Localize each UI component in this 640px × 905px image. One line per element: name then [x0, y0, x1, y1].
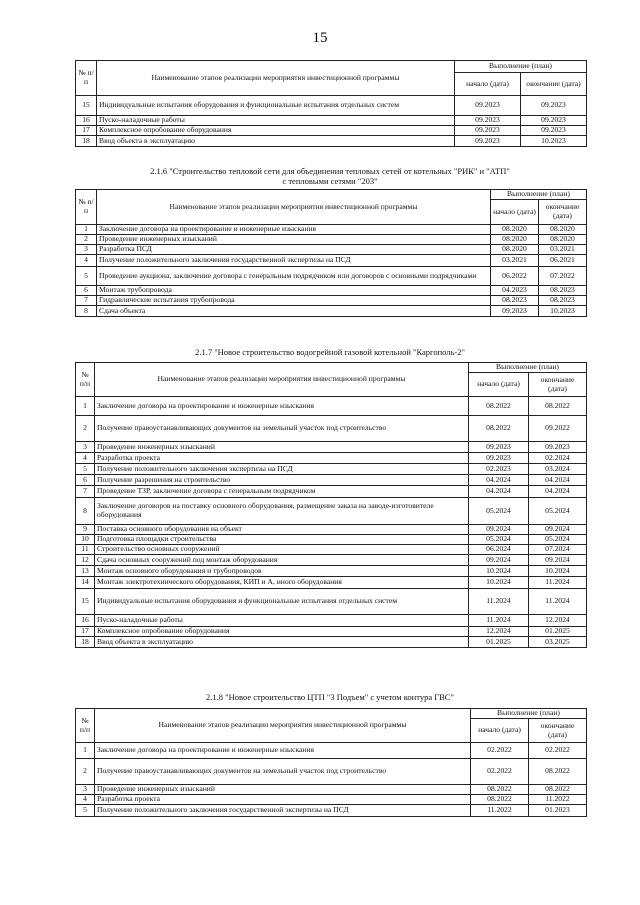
table-row [76, 397, 587, 416]
end-date: 08.2022 [529, 759, 587, 785]
table-row [76, 627, 587, 637]
end-date: 12.2024 [529, 615, 587, 627]
row-number: 5 [76, 805, 95, 817]
stage-name: Разработка ПСД [97, 245, 491, 255]
start-date: 02.2022 [471, 743, 529, 759]
start-date: 02.2023 [469, 464, 529, 475]
header-end: окончание (дата) [539, 200, 587, 225]
stage-name: Проведение инженерных изысканий [95, 785, 471, 795]
table-row [76, 805, 587, 817]
table-row [76, 486, 587, 498]
row-number: 8 [76, 306, 97, 317]
stage-name: Заключение договоров на поставку основного оборудования, размещение заказа на заводе-изготовителе оборудования [95, 498, 469, 525]
end-date: 08.2020 [539, 225, 587, 235]
end-date: 08.2020 [539, 235, 587, 245]
row-number: 12 [76, 555, 95, 566]
stage-name: Гидравлические испытания трубопровода [97, 296, 491, 306]
header-execution: Выполнение (план) [455, 61, 587, 73]
row-number: 16 [76, 116, 97, 126]
row-number: 5 [76, 464, 95, 475]
start-date: 05.2024 [469, 498, 529, 525]
section-title-line: 2.1.6 "Строительство тепловой сети для объединения тепловых сетей от котельных "РИК" и "АТП" [150, 166, 510, 176]
stage-name: Ввод объекта в эксплуатацию [97, 136, 455, 147]
stage-name: Проведение ТЗР, заключение договора с генеральным подрядчиком [95, 486, 469, 498]
table-row [76, 225, 587, 235]
stage-name: Подготовка площадки строительства [95, 535, 469, 545]
header-num: № п/п [76, 709, 95, 743]
end-date: 09.2023 [529, 442, 587, 453]
row-number: 1 [76, 225, 97, 235]
header-execution: Выполнение (план) [491, 190, 587, 200]
end-date: 08.2022 [529, 397, 587, 416]
row-number: 1 [76, 397, 95, 416]
end-date: 11.2024 [529, 577, 587, 589]
stage-name: Пуско-наладочные работы [95, 615, 469, 627]
table-row [76, 416, 587, 442]
end-date: 05.2024 [529, 498, 587, 525]
start-date: 08.2022 [471, 795, 529, 805]
end-date: 03.2021 [539, 245, 587, 255]
section-title [70, 347, 590, 357]
row-number: 6 [76, 475, 95, 486]
header-execution: Выполнение (план) [469, 363, 587, 373]
table-row [76, 743, 587, 759]
header-execution: Выполнение (план) [471, 709, 587, 719]
row-number: 3 [76, 785, 95, 795]
table-row [76, 525, 587, 535]
row-number: 13 [76, 566, 95, 577]
table-row [76, 785, 587, 795]
stage-name: Разработка проекта [95, 453, 469, 464]
section-title-line: 2.1.7 "Новое строительство водогрейной газовой котельной "Каргополь-2" [195, 347, 465, 357]
header-stage: Наименование этапов реализации мероприятия инвестиционной программы [95, 709, 471, 743]
stage-name: Проведение аукциона, заключение договора с генеральным подрядчиком или договоров с основными подрядчиками [97, 267, 491, 286]
end-date: 02.2024 [529, 453, 587, 464]
table-row [76, 464, 587, 475]
start-date: 05.2024 [469, 535, 529, 545]
end-date: 07.2024 [529, 545, 587, 555]
table-row [76, 498, 587, 525]
table-row [76, 442, 587, 453]
start-date: 11.2022 [471, 805, 529, 817]
table-row [76, 759, 587, 785]
row-number: 17 [76, 126, 97, 136]
stage-name: Комплексное опробование оборудования [97, 126, 455, 136]
stage-name: Монтаж трубопровода [97, 286, 491, 296]
end-date: 05.2024 [529, 535, 587, 545]
table-row [76, 286, 587, 296]
stage-name: Индивидуальные испытания оборудования и функциональные испытания отдельных систем [97, 96, 455, 116]
table-row [76, 116, 587, 126]
header-end: окончание (дата) [529, 373, 587, 397]
start-date: 01.2025 [469, 637, 529, 648]
row-number: 16 [76, 615, 95, 627]
end-date: 11.2022 [529, 795, 587, 805]
end-date: 10.2024 [529, 566, 587, 577]
start-date: 08.2020 [491, 225, 539, 235]
table-row [76, 545, 587, 555]
stage-name: Получение положительного заключения государственной экспертизы на ПСД [97, 255, 491, 267]
stage-name: Монтаж электротехнического оборудования, КИП и А, иного оборудования [95, 577, 469, 589]
stage-name: Индивидуальные испытания оборудования и функциональные испытания отдельных систем [95, 589, 469, 615]
table-row [76, 589, 587, 615]
header-start: начало (дата) [471, 719, 529, 743]
stages-table-2-1-6 [75, 189, 587, 317]
header-num: № п/п [76, 190, 97, 225]
start-date: 04.2024 [469, 475, 529, 486]
row-number: 9 [76, 525, 95, 535]
table-row [76, 245, 587, 255]
start-date: 09.2023 [455, 136, 521, 147]
header-num: № п/п [76, 363, 95, 397]
start-date: 08.2022 [469, 397, 529, 416]
stage-name: Получение правоустанавливающих документов на земельный участок под строительство [95, 416, 469, 442]
end-date: 09.2023 [521, 96, 587, 116]
table-row [76, 126, 587, 136]
stage-name: Проведение инженерных изысканий [95, 442, 469, 453]
stage-name: Строительство основных сооружений [95, 545, 469, 555]
row-number: 4 [76, 255, 97, 267]
row-number: 3 [76, 245, 97, 255]
end-date: 03.2025 [529, 637, 587, 648]
row-number: 17 [76, 627, 95, 637]
end-date: 01.2023 [529, 805, 587, 817]
table-row [76, 795, 587, 805]
table-row [76, 96, 587, 116]
table-row [76, 475, 587, 486]
stage-name: Заключение договора на проектирование и инженерные изыскания [95, 397, 469, 416]
row-number: 18 [76, 136, 97, 147]
start-date: 04.2023 [491, 286, 539, 296]
table-row [76, 267, 587, 286]
end-date: 09.2023 [521, 126, 587, 136]
start-date: 06.2024 [469, 545, 529, 555]
table-row [76, 615, 587, 627]
row-number: 1 [76, 743, 95, 759]
header-num: № п/п [76, 61, 97, 96]
section-title-line: с тепловыми сетями "203" [282, 176, 378, 186]
stage-name: Заключение договора на проектирование и инженерные изыскания [97, 225, 491, 235]
table-row [76, 555, 587, 566]
row-number: 8 [76, 498, 95, 525]
end-date: 08.2023 [539, 296, 587, 306]
table-row [76, 577, 587, 589]
start-date: 08.2020 [491, 235, 539, 245]
stages-table-2-1-7 [75, 362, 587, 648]
end-date: 08.2022 [529, 785, 587, 795]
section-title [70, 692, 590, 702]
stage-name: Ввод объекта в эксплуатацию [95, 637, 469, 648]
header-end: окончание (дата) [529, 719, 587, 743]
start-date: 08.2023 [491, 296, 539, 306]
table-row [76, 235, 587, 245]
header-stage: Наименование этапов реализации мероприятия инвестиционной программы [97, 61, 455, 96]
start-date: 09.2023 [469, 453, 529, 464]
stage-name: Получение положительного заключения государственной экспертизы на ПСД [95, 805, 471, 817]
end-date: 01.2025 [529, 627, 587, 637]
stages-table-2-1-8 [75, 708, 587, 817]
start-date: 12.2024 [469, 627, 529, 637]
end-date: 04.2024 [529, 486, 587, 498]
row-number: 10 [76, 535, 95, 545]
row-number: 7 [76, 486, 95, 498]
row-number: 11 [76, 545, 95, 555]
page-number: 15 [312, 30, 328, 46]
table-row [76, 306, 587, 317]
end-date: 06.2021 [539, 255, 587, 267]
stage-name: Сдача объекта [97, 306, 491, 317]
end-date: 10.2023 [521, 136, 587, 147]
start-date: 06.2022 [491, 267, 539, 286]
end-date: 04.2024 [529, 475, 587, 486]
start-date: 09.2023 [455, 96, 521, 116]
end-date: 07.2022 [539, 267, 587, 286]
start-date: 10.2024 [469, 566, 529, 577]
stage-name: Получение правоустанавливающих документов на земельный участок под строительство [95, 759, 471, 785]
row-number: 2 [76, 235, 97, 245]
start-date: 03.2021 [491, 255, 539, 267]
start-date: 02.2022 [471, 759, 529, 785]
header-start: начало (дата) [491, 200, 539, 225]
stage-name: Получение положительного заключения экспертизы на ПСД [95, 464, 469, 475]
row-number: 6 [76, 286, 97, 296]
start-date: 08.2022 [471, 785, 529, 795]
table-row [76, 566, 587, 577]
row-number: 4 [76, 453, 95, 464]
start-date: 10.2024 [469, 577, 529, 589]
stage-name: Заключение договора на проектирование и инженерные изыскания [95, 743, 471, 759]
row-number: 7 [76, 296, 97, 306]
start-date: 08.2022 [469, 416, 529, 442]
row-number: 5 [76, 267, 97, 286]
header-stage: Наименование этапов реализации мероприятия инвестиционной программы [97, 190, 491, 225]
section-title [70, 166, 590, 186]
stage-name: Сдача основных сооружений под монтаж оборудования [95, 555, 469, 566]
row-number: 15 [76, 96, 97, 116]
start-date: 09.2023 [469, 442, 529, 453]
header-stage: Наименование этапов реализации мероприятия инвестиционной программы [95, 363, 469, 397]
header-start: начало (дата) [469, 373, 529, 397]
stage-name: Пуско-наладочные работы [97, 116, 455, 126]
end-date: 09.2023 [521, 116, 587, 126]
row-number: 18 [76, 637, 95, 648]
end-date: 02.2022 [529, 743, 587, 759]
stage-name: Комплексное опробование оборудования [95, 627, 469, 637]
row-number: 14 [76, 577, 95, 589]
stages-table-continuation [75, 60, 587, 147]
header-start: начало (дата) [455, 73, 521, 96]
start-date: 09.2023 [455, 126, 521, 136]
start-date: 04.2024 [469, 486, 529, 498]
table-row [76, 255, 587, 267]
stage-name: Разработка проекта [95, 795, 471, 805]
row-number: 2 [76, 759, 95, 785]
row-number: 3 [76, 442, 95, 453]
start-date: 11.2024 [469, 589, 529, 615]
end-date: 03.2024 [529, 464, 587, 475]
end-date: 11.2024 [529, 589, 587, 615]
table-row [76, 136, 587, 147]
row-number: 4 [76, 795, 95, 805]
start-date: 09.2024 [469, 525, 529, 535]
start-date: 09.2023 [455, 116, 521, 126]
stage-name: Проведение инженерных изысканий [97, 235, 491, 245]
end-date: 10.2023 [539, 306, 587, 317]
stage-name: Получение разрешения на строительство [95, 475, 469, 486]
table-row [76, 637, 587, 648]
table-row [76, 535, 587, 545]
table-row [76, 453, 587, 464]
section-title-line: 2.1.8 "Новое строительство ЦТП "3 Подъем" с учетом контура ГВС" [206, 692, 454, 702]
end-date: 09.2024 [529, 555, 587, 566]
start-date: 09.2023 [491, 306, 539, 317]
header-end: окончание (дата) [521, 73, 587, 96]
start-date: 09.2024 [469, 555, 529, 566]
start-date: 08.2020 [491, 245, 539, 255]
stage-name: Поставка основного оборудования на объект [95, 525, 469, 535]
row-number: 2 [76, 416, 95, 442]
start-date: 11.2024 [469, 615, 529, 627]
end-date: 08.2023 [539, 286, 587, 296]
table-row [76, 296, 587, 306]
end-date: 09.2024 [529, 525, 587, 535]
end-date: 09.2022 [529, 416, 587, 442]
row-number: 15 [76, 589, 95, 615]
stage-name: Монтаж основного оборудования и трубопроводов [95, 566, 469, 577]
